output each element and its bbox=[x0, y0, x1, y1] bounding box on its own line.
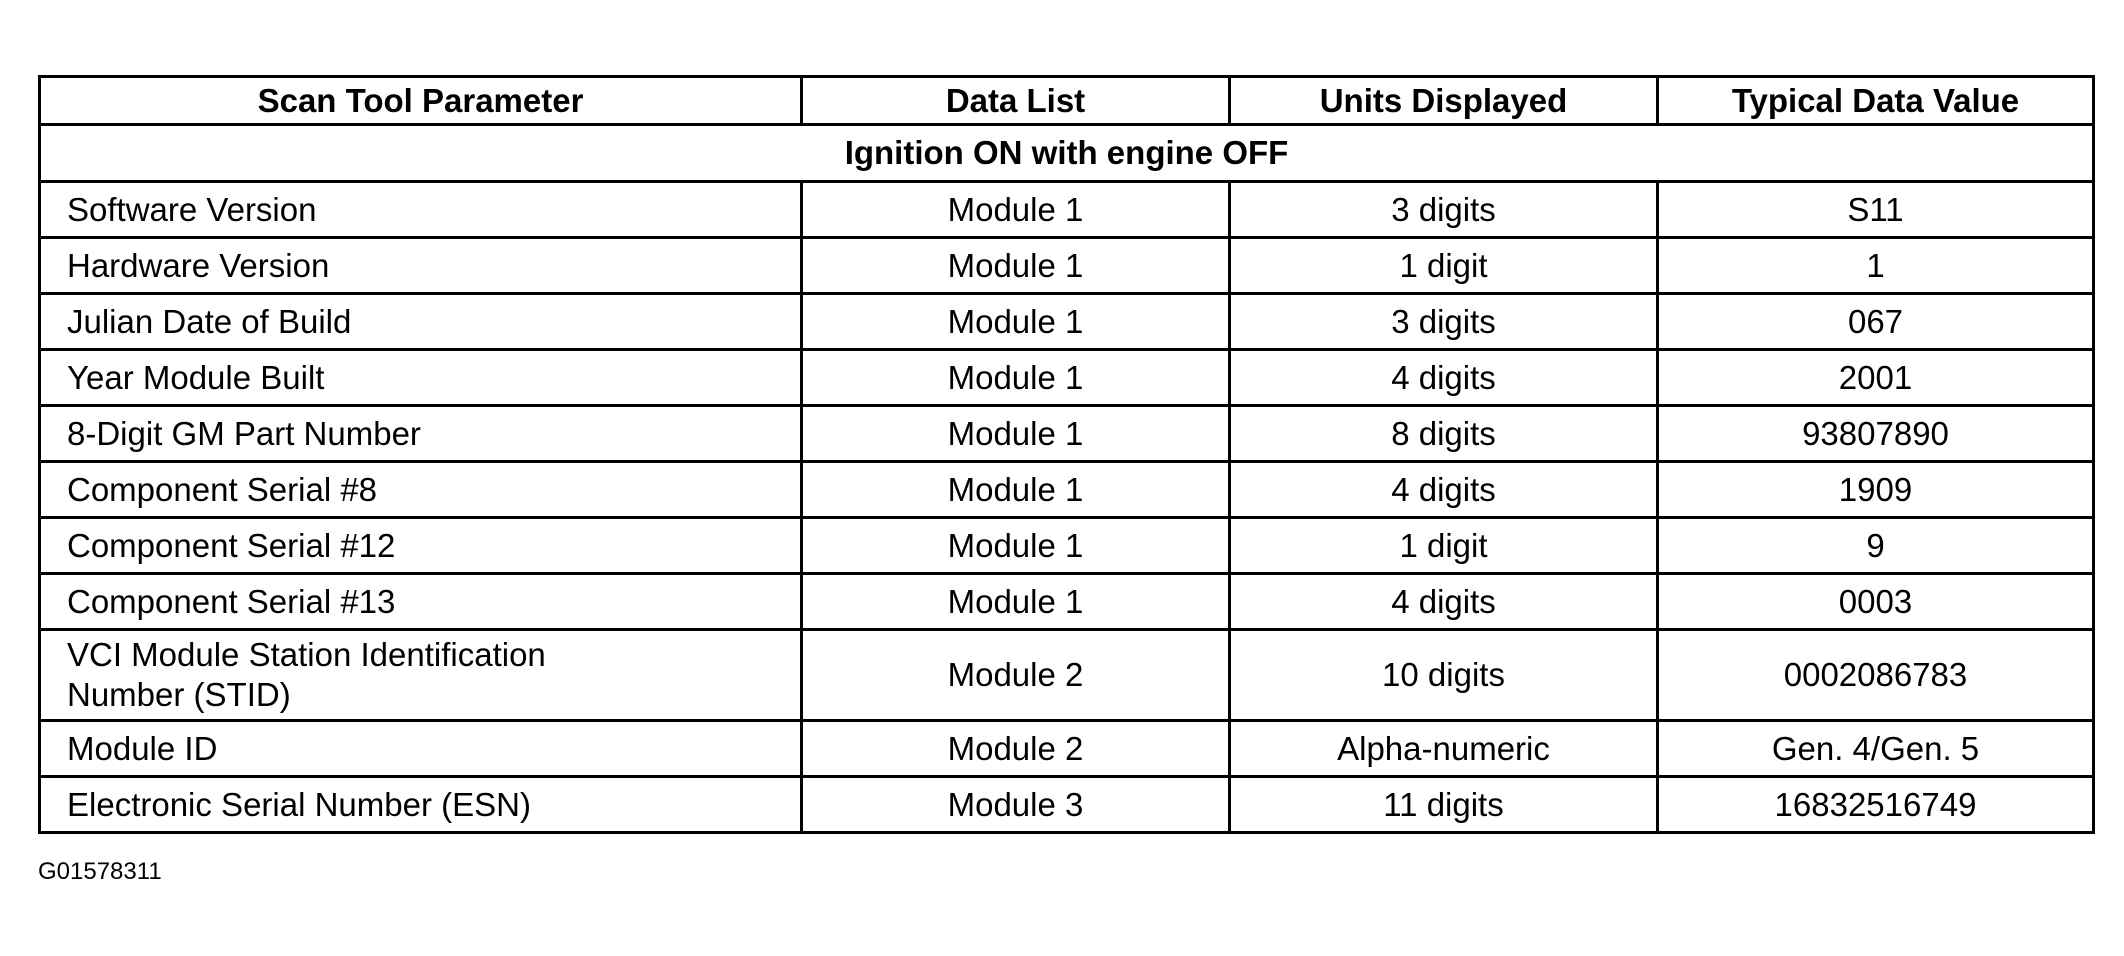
cell-typical-value: 067 bbox=[1658, 294, 2094, 350]
cell-typical-value: 1 bbox=[1658, 238, 2094, 294]
cell-data-list: Module 1 bbox=[802, 294, 1230, 350]
cell-data-list: Module 1 bbox=[802, 462, 1230, 518]
header-data-list: Data List bbox=[802, 77, 1230, 125]
cell-units: 1 digit bbox=[1230, 518, 1658, 574]
table-row bbox=[40, 182, 2094, 238]
table-header-row bbox=[40, 77, 2094, 125]
scan-tool-data-table bbox=[38, 75, 2095, 834]
cell-data-list: Module 1 bbox=[802, 182, 1230, 238]
table-row bbox=[40, 350, 2094, 406]
cell-parameter: Module ID bbox=[40, 721, 802, 777]
cell-parameter: Component Serial #13 bbox=[40, 574, 802, 630]
cell-parameter: Hardware Version bbox=[40, 238, 802, 294]
cell-typical-value: 9 bbox=[1658, 518, 2094, 574]
cell-units: 1 digit bbox=[1230, 238, 1658, 294]
section-row bbox=[40, 125, 2094, 182]
table-row bbox=[40, 777, 2094, 833]
cell-units: 3 digits bbox=[1230, 294, 1658, 350]
cell-typical-value: 1909 bbox=[1658, 462, 2094, 518]
cell-data-list: Module 3 bbox=[802, 777, 1230, 833]
cell-units: Alpha-numeric bbox=[1230, 721, 1658, 777]
cell-data-list: Module 1 bbox=[802, 406, 1230, 462]
cell-parameter bbox=[40, 630, 802, 721]
cell-parameter: Electronic Serial Number (ESN) bbox=[40, 777, 802, 833]
cell-parameter-line: Number (STID) bbox=[67, 676, 291, 713]
section-title: Ignition ON with engine OFF bbox=[40, 125, 2094, 182]
cell-typical-value: S11 bbox=[1658, 182, 2094, 238]
cell-typical-value: 0003 bbox=[1658, 574, 2094, 630]
cell-units: 4 digits bbox=[1230, 462, 1658, 518]
cell-data-list: Module 1 bbox=[802, 518, 1230, 574]
header-scan-tool-parameter: Scan Tool Parameter bbox=[40, 77, 802, 125]
cell-typical-value: 16832516749 bbox=[1658, 777, 2094, 833]
cell-data-list: Module 1 bbox=[802, 574, 1230, 630]
cell-parameter: Software Version bbox=[40, 182, 802, 238]
cell-units: 4 digits bbox=[1230, 350, 1658, 406]
header-units-displayed: Units Displayed bbox=[1230, 77, 1658, 125]
table-row bbox=[40, 721, 2094, 777]
table-row bbox=[40, 574, 2094, 630]
table-row bbox=[40, 630, 2094, 721]
table-row bbox=[40, 406, 2094, 462]
cell-units: 3 digits bbox=[1230, 182, 1658, 238]
cell-parameter: Component Serial #12 bbox=[40, 518, 802, 574]
cell-units: 11 digits bbox=[1230, 777, 1658, 833]
cell-data-list: Module 1 bbox=[802, 238, 1230, 294]
cell-data-list: Module 2 bbox=[802, 630, 1230, 721]
cell-typical-value: 0002086783 bbox=[1658, 630, 2094, 721]
header-typical-data-value: Typical Data Value bbox=[1658, 77, 2094, 125]
cell-typical-value: 93807890 bbox=[1658, 406, 2094, 462]
cell-typical-value: Gen. 4/Gen. 5 bbox=[1658, 721, 2094, 777]
cell-parameter: 8-Digit GM Part Number bbox=[40, 406, 802, 462]
cell-units: 4 digits bbox=[1230, 574, 1658, 630]
figure-id: G01578311 bbox=[38, 858, 162, 885]
cell-parameter: Julian Date of Build bbox=[40, 294, 802, 350]
cell-typical-value: 2001 bbox=[1658, 350, 2094, 406]
cell-parameter: Year Module Built bbox=[40, 350, 802, 406]
table-row bbox=[40, 238, 2094, 294]
cell-data-list: Module 1 bbox=[802, 350, 1230, 406]
cell-data-list: Module 2 bbox=[802, 721, 1230, 777]
table-row bbox=[40, 518, 2094, 574]
cell-parameter: Component Serial #8 bbox=[40, 462, 802, 518]
cell-units: 10 digits bbox=[1230, 630, 1658, 721]
cell-parameter-line: VCI Module Station Identification bbox=[67, 636, 546, 673]
table-row bbox=[40, 294, 2094, 350]
table-row bbox=[40, 462, 2094, 518]
cell-units: 8 digits bbox=[1230, 406, 1658, 462]
